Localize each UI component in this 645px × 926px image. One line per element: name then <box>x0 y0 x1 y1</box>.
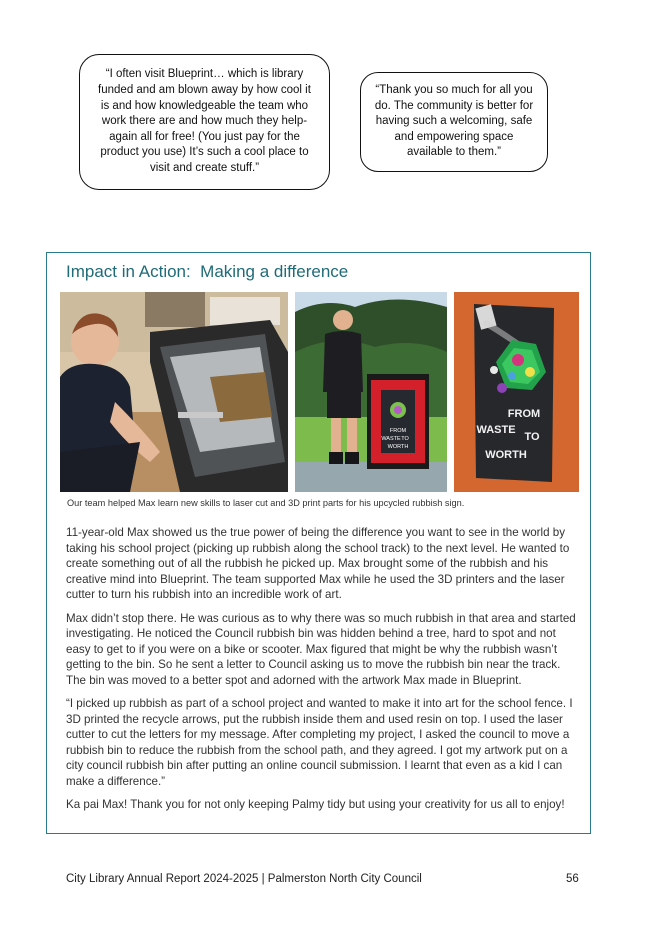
quote-bubble-library-visitor <box>79 54 330 190</box>
impact-in-action-section <box>46 252 591 834</box>
sign-from-text: FROM <box>507 408 541 420</box>
story-paragraph: 11-year-old Max showed us the true power of being the difference you want to see in the world by taking his school project (picking up rubbish along the school track) to the next level. He wanted to create something out of all the rubbish he picked up. Max brought some of the rubbish and his creative mind into Blueprint. The team supported Max while he used the 3D printers and the laser cutter to turn his rubbish into an incredible work of art. <box>66 526 570 601</box>
photo-from-waste-to-worth-sign <box>454 292 579 492</box>
story-paragraph: “I picked up rubbish as part of a school project and wanted to make it into art for the school fence. I 3D printed the recycle arrows, put the rubbish inside them and used resin on top. I used the laser cutter to cut the letters for my message. After completing my project, I asked the council to move a rubbish bin to reduce the rubbish from the school path, and they agreed. I got my artwork put on a city council rubbish bin after putting an online council submission. I learnt that even as a kid I can make a difference.” <box>66 697 573 788</box>
story-paragraph: Max didn’t stop there. He was curious as to why there was so much rubbish in that area and started investigating. He noticed the Council rubbish bin was hidden behind a tree, hard to spot and not easy to get to if you were on a bike or scooter. Max figured that might be why the rubbish wasn’t getting to the bin. So he sent a letter to Council asking us to move the rubbish bin near the track. The bin was moved to a better spot and adorned with the artwork Max made in Blueprint. <box>66 611 576 687</box>
photo-max-laser-cutter <box>60 292 288 492</box>
footer-report-title: City Library Annual Report 2024-2025 | Palmerston North City Council <box>66 873 422 885</box>
page-number: 56 <box>566 873 579 885</box>
sign-to-text: TO <box>524 431 540 443</box>
story-body <box>66 525 578 821</box>
sign-waste-text: WASTE <box>476 424 516 436</box>
bin-sign-worth-text: WORTH <box>387 444 409 450</box>
bin-sign-waste-text: WASTE <box>381 436 401 442</box>
sign-worth-text: WORTH <box>485 449 527 461</box>
photo-max-with-rubbish-bin <box>295 292 447 492</box>
quote-text: “Thank you so much for all you do. The community is better for having such a welcoming, safe and empowering space available to them.” <box>374 84 534 159</box>
photo-caption: Our team helped Max learn new skills to laser cut and 3D print parts for his upcycled rubbish sign. <box>67 498 465 508</box>
section-title: Impact in Action: Making a difference <box>66 262 349 281</box>
quote-text: “I often visit Blueprint… which is library funded and am blown away by how cool it is and how knowledgeable the team who work there are and how much they help-again all for free! (You just pay for the product you use) It’s such a cool place to visit and create stuff.” <box>98 68 311 174</box>
bin-sign-to-text: TO <box>401 436 409 442</box>
story-paragraph: Ka pai Max! Thank you for not only keeping Palmy tidy but using your creativity for us all to enjoy! <box>66 798 565 811</box>
bin-sign-from-text: FROM <box>389 428 407 434</box>
quote-bubble-thank-you <box>360 72 548 172</box>
